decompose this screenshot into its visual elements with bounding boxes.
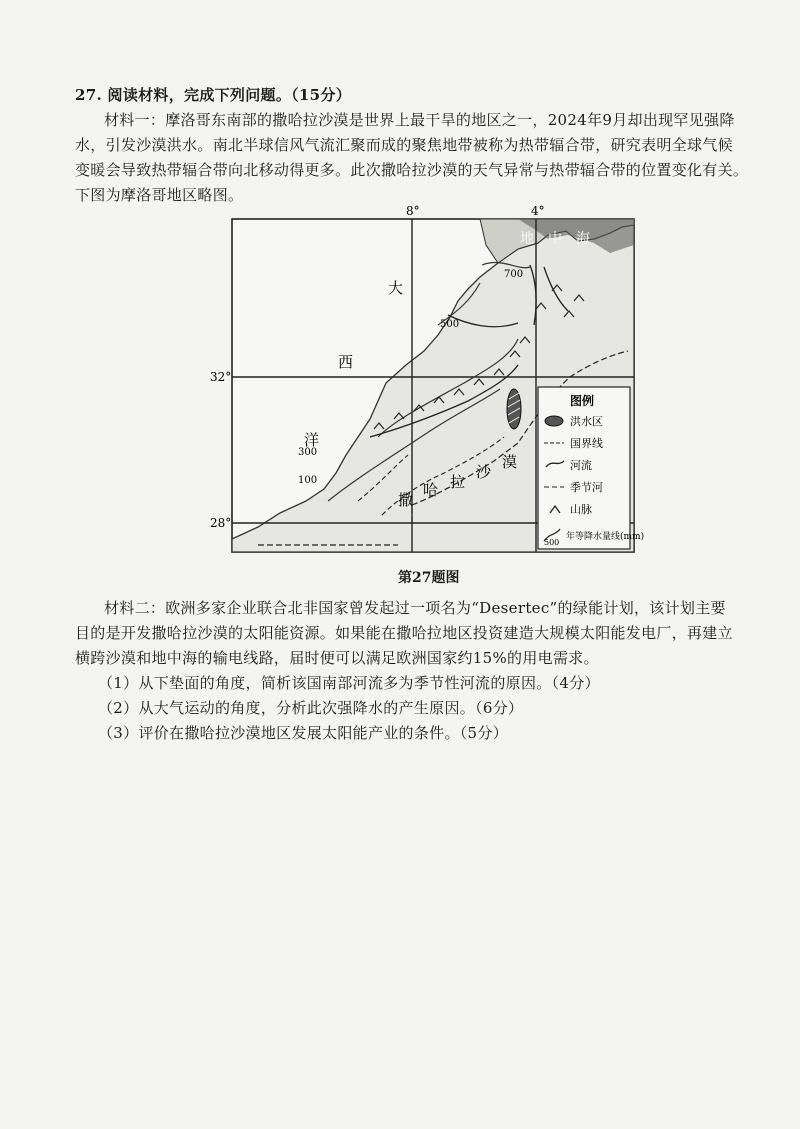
legend-item-flood: 洪水区 bbox=[570, 415, 603, 428]
sub-question-2: （2）从大气运动的角度，分析此次强降水的产生原因。（6分） bbox=[98, 699, 524, 717]
legend-item-seasonal: 季节河 bbox=[570, 481, 603, 494]
material2-line-2: 目的是开发撒哈拉沙漠的太阳能资源。如果能在撒哈拉地区投资建造大规模太阳能发电厂，再建立 bbox=[75, 624, 733, 642]
ocean-label-1: 大 bbox=[388, 279, 404, 297]
isohyet-label-100: 100 bbox=[298, 475, 318, 486]
legend-isohyet-value: 500 bbox=[544, 538, 560, 547]
isohyet-label-700: 700 bbox=[504, 269, 524, 280]
morocco-map bbox=[210, 204, 648, 565]
ocean-label-2: 西 bbox=[338, 353, 354, 371]
isohyet-label-300: 300 bbox=[298, 447, 318, 458]
ocean-label-3: 洋 bbox=[304, 431, 320, 449]
legend-item-border: 国界线 bbox=[570, 437, 603, 450]
sea-label-2: 中 bbox=[548, 231, 562, 247]
material1-line-4: 下图为摩洛哥地区略图。 bbox=[75, 186, 244, 204]
legend-item-river: 河流 bbox=[570, 459, 592, 472]
material1-line-2: 水，引发沙漠洪水。南北半球信风气流汇聚而成的聚焦地带被称为热带辐合带，研究表明全球气候 bbox=[75, 136, 733, 154]
sub-question-1: （1）从下垫面的角度，简析该国南部河流多为季节性河流的原因。（4分） bbox=[98, 674, 600, 692]
material2-line-3: 横跨沙漠和地中海的输电线路，届时便可以满足欧洲国家约15%的用电需求。 bbox=[75, 649, 599, 667]
legend-title: 图例 bbox=[570, 394, 595, 408]
sub-question-3: （3）评价在撒哈拉沙漠地区发展太阳能产业的条件。（5分） bbox=[98, 724, 508, 742]
morocco-map-figure bbox=[210, 204, 648, 565]
sea-label-1: 地 bbox=[520, 231, 534, 247]
legend-item-mountain: 山脉 bbox=[570, 503, 592, 516]
legend-item-isohyet: 年等降水量线(mm) bbox=[566, 532, 645, 542]
desert-label-2: 哈 bbox=[423, 481, 439, 499]
desert-label-3: 拉 bbox=[450, 473, 466, 491]
material1-line-1: 材料一：摩洛哥东南部的撒哈拉沙漠是世界上最干旱的地区之一，2024年9月却出现罕见强降 bbox=[104, 111, 735, 129]
question-header: 27. 阅读材料，完成下列问题。（15分） bbox=[75, 86, 351, 104]
lat-label-28: 28° bbox=[210, 516, 232, 530]
lat-label-32: 32° bbox=[210, 370, 232, 384]
desert-label-5: 漠 bbox=[502, 453, 518, 471]
material1-line-3: 变暖会导致热带辐合带向北移动得更多。此次撒哈拉沙漠的天气异常与热带辐合带的位置变化有关。 bbox=[75, 161, 749, 179]
desert-label-4: 沙 bbox=[476, 463, 492, 481]
legend-flood-symbol bbox=[545, 416, 563, 426]
sea-label-3: 海 bbox=[576, 231, 590, 247]
material2-line-1: 材料二：欧洲多家企业联合北非国家曾发起过一项名为“Desertec”的绿能计划，该计划主要 bbox=[104, 599, 726, 617]
desert-label-1: 撒 bbox=[398, 491, 414, 509]
isohyet-label-500: 500 bbox=[440, 319, 460, 330]
lon-label-4: 4° bbox=[531, 204, 545, 218]
figure-caption: 第27题图 bbox=[398, 570, 460, 586]
lon-label-8: 8° bbox=[406, 204, 420, 218]
